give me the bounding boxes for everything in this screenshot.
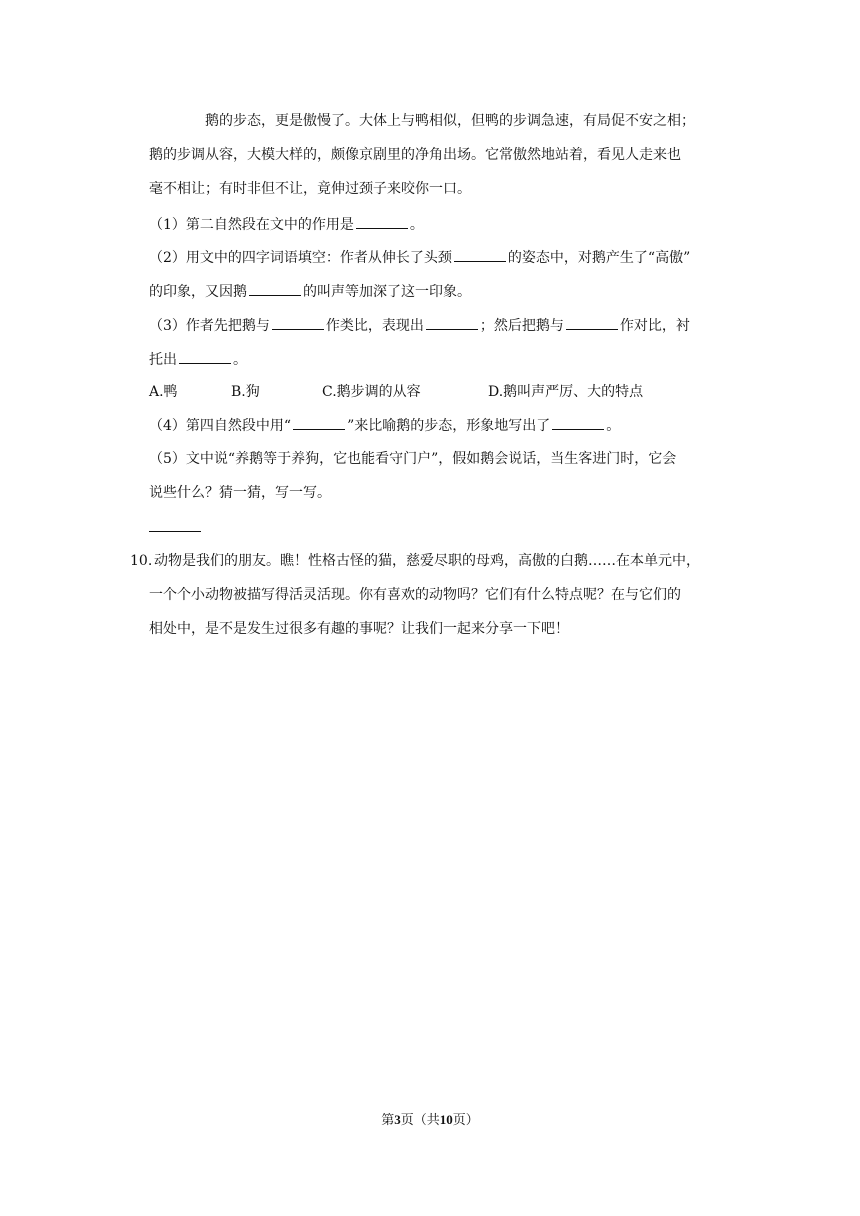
footer-pre: 第 <box>381 1113 395 1128</box>
question-3-end: 。 <box>233 352 247 368</box>
answer-blank[interactable] <box>566 315 618 330</box>
answer-blank[interactable] <box>149 531 201 532</box>
answer-blank[interactable] <box>293 415 345 430</box>
answer-blank[interactable] <box>454 247 506 262</box>
answer-blank[interactable] <box>179 349 231 364</box>
question-3-text: （3）作者先把鹅与 <box>149 318 270 334</box>
question-2-line-2 <box>149 281 471 302</box>
answer-blank[interactable] <box>552 415 604 430</box>
option-c: C.鹅步调的从容 <box>322 384 421 400</box>
page-footer <box>0 1109 860 1128</box>
question-3-text-3: ；然后把鹅与 <box>479 318 564 334</box>
question-5-line-1: （5）文中说“养鹅等于养狗，它也能看守门户”，假如鹅会说话，当生客进门时，它会 <box>149 451 677 467</box>
question-2-text-3: 的印象，又因鹅 <box>149 284 247 300</box>
answer-blank[interactable] <box>272 315 324 330</box>
question-10-line-2: 一个个小动物被描写得活灵活现。你有喜欢的动物吗？它们有什么特点呢？在与它们的 <box>149 587 681 603</box>
question-2-text-2: 的姿态中，对鹅产生了“高傲” <box>507 250 691 266</box>
option-a: A.鸭 <box>149 384 178 400</box>
option-d: D.鹅叫声严厉、大的特点 <box>488 384 644 400</box>
question-5-line-2: 说些什么？猜一猜，写一写。 <box>149 485 331 501</box>
question-10-number: 10. <box>130 553 153 569</box>
question-3-text-5: 托出 <box>149 352 177 368</box>
question-3-text-4: 作对比，衬 <box>619 318 690 334</box>
footer-post: 页） <box>452 1113 479 1128</box>
answer-blank[interactable] <box>249 281 301 296</box>
question-4-end: 。 <box>606 418 621 434</box>
footer-page-number: 3 <box>394 1112 401 1127</box>
question-4 <box>149 415 620 436</box>
question-4-text-2: ”来比喻鹅的步态，形象地写出了 <box>347 418 551 434</box>
answer-blank[interactable] <box>356 214 408 229</box>
question-1 <box>149 214 424 235</box>
passage-line-2: 鹅的步调从容，大模大样的，颇像京剧里的净角出场。它常傲然地站着，看见人走来也 <box>149 147 681 163</box>
question-10-line-3: 相处中，是不是发生过很多有趣的事呢？让我们一起来分享一下吧！ <box>149 621 569 637</box>
question-4-text: （4）第四自然段中用“ <box>149 418 292 434</box>
answer-blank[interactable] <box>426 315 478 330</box>
footer-mid: 页（共 <box>400 1113 440 1128</box>
question-3-line-2 <box>149 349 247 370</box>
passage-line-1: 鹅的步态，更是傲慢了。大体上与鸭相似，但鸭的步调急速，有局促不安之相； <box>205 113 695 129</box>
question-1-end: 。 <box>409 217 424 233</box>
question-2-line-1 <box>149 247 690 268</box>
passage-line-3: 毫不相让；有时非但不让，竟伸过颈子来咬你一口。 <box>149 181 471 197</box>
question-1-text: （1）第二自然段在文中的作用是 <box>149 217 354 233</box>
question-3-text-2: 作类比，表现出 <box>325 318 424 334</box>
question-2-text-4: 的叫声等加深了这一印象。 <box>303 284 471 300</box>
option-b: B.狗 <box>231 384 260 400</box>
question-2-text: （2）用文中的四字词语填空：作者从伸长了头颈 <box>149 250 452 266</box>
question-3-line-1 <box>149 315 690 336</box>
footer-total-pages: 10 <box>439 1112 453 1127</box>
question-10-line-1: 动物是我们的朋友。瞧！性格古怪的猫，慈爱尽职的母鸡，高傲的白鹅……在本单元中， <box>154 553 700 569</box>
